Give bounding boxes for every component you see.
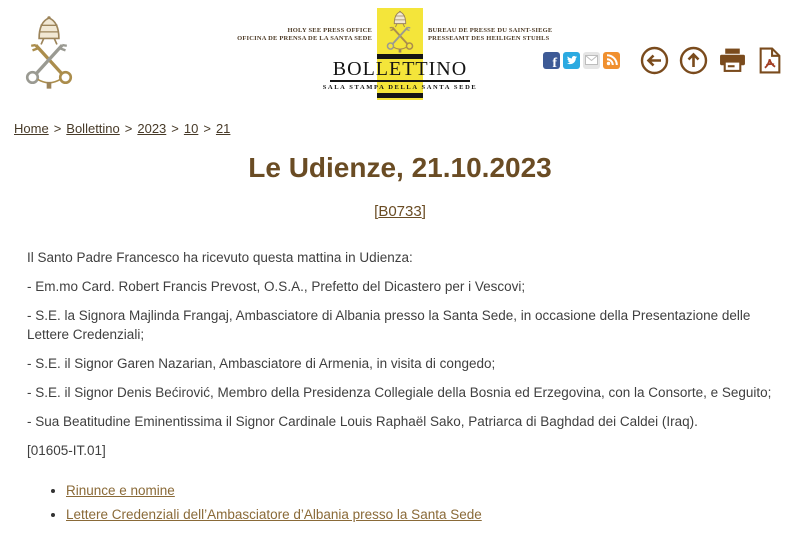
article-paragraph: - S.E. la Signora Majlinda Frangaj, Ambasciatore di Albania presso la Santa Sede, in occasione della Presentazione delle Lettere Credenziali; <box>27 308 751 342</box>
rss-waves <box>606 54 618 66</box>
header-actions <box>543 45 788 75</box>
masthead-line: BUREAU DE PRESSE DU SAINT-SIEGE <box>428 27 553 34</box>
bulletin-code <box>0 203 800 220</box>
article-paragraph: - S.E. il Signor Denis Bećirović, Membro della Presidenza Collegiale della Bosnia ed Erzegovina, con la Consorte, e Seguito; <box>27 385 772 400</box>
masthead-left-text <box>0 27 372 43</box>
breadcrumb-link-bollettino[interactable]: Bollettino <box>66 121 120 136</box>
masthead-tagline: SALA STAMPA DELLA SANTA SEDE <box>322 84 478 91</box>
back-icon[interactable] <box>640 46 669 75</box>
bollettino-wordmark: BOLLETTINO <box>330 59 470 82</box>
breadcrumb-link-day[interactable]: 21 <box>215 121 231 136</box>
breadcrumb-separator: > <box>124 121 133 136</box>
breadcrumb <box>14 121 230 136</box>
twitter-icon[interactable] <box>563 52 580 69</box>
breadcrumb-separator: > <box>53 121 62 136</box>
article-paragraph: - S.E. il Signor Garen Nazarian, Ambasciatore di Armenia, in visita di congedo; <box>27 356 496 371</box>
list-item <box>66 482 784 499</box>
page-title: Le Udienze, 21.10.2023 <box>248 152 552 183</box>
envelope <box>585 55 598 65</box>
pdf-icon[interactable] <box>758 47 782 74</box>
article-paragraph: - Sua Beatitudine Eminentissima il Signor Cardinale Louis Raphaël Sako, Patriarca di Baghdad dei Caldei (Iraq). <box>27 414 698 429</box>
article-paragraph: - Em.mo Card. Robert Francis Prevost, O.S.A., Prefetto del Dicastero per i Vescovi; <box>27 279 526 294</box>
breadcrumb-separator: > <box>203 121 211 136</box>
top-icon[interactable] <box>679 46 708 75</box>
masthead-line: OFICINA DE PRENSA DE LA SANTA SEDE <box>237 35 372 42</box>
masthead-line: HOLY SEE PRESS OFFICE <box>287 27 372 34</box>
bracket-close: ] <box>421 203 426 220</box>
article-paragraph: Il Santo Padre Francesco ha ricevuto questa mattina in Udienza: <box>27 250 413 265</box>
list-item <box>66 506 784 523</box>
link-lettere-credenziali[interactable]: Lettere Credenziali dell’Ambasciatore d’Albania presso la Santa Sede <box>66 507 482 522</box>
related-links-list <box>27 482 784 523</box>
breadcrumb-link-year[interactable]: 2023 <box>137 121 167 136</box>
breadcrumb-separator: > <box>171 121 179 136</box>
masthead-line: PRESSEAMT DES HEILIGEN STUHLS <box>428 35 550 42</box>
breadcrumb-link-month[interactable]: 10 <box>183 121 199 136</box>
facebook-icon[interactable] <box>543 52 560 69</box>
rss-icon[interactable] <box>603 52 620 69</box>
breadcrumb-link-home[interactable]: Home <box>14 121 49 136</box>
facebook-letter: f <box>552 55 557 71</box>
mail-icon[interactable] <box>583 52 600 69</box>
article-reference: [01605-IT.01] <box>27 443 106 458</box>
bulletin-code-link[interactable]: B0733 <box>378 203 422 220</box>
vatican-emblem-icon <box>381 10 419 54</box>
masthead-divider-bar <box>377 93 423 98</box>
link-rinunce-e-nomine[interactable]: Rinunce e nomine <box>66 483 175 498</box>
bracket-open: [ <box>374 203 379 220</box>
masthead-right-text <box>428 27 552 43</box>
article-body <box>27 248 784 530</box>
twitter-bird <box>565 54 578 67</box>
print-icon[interactable] <box>719 48 746 72</box>
